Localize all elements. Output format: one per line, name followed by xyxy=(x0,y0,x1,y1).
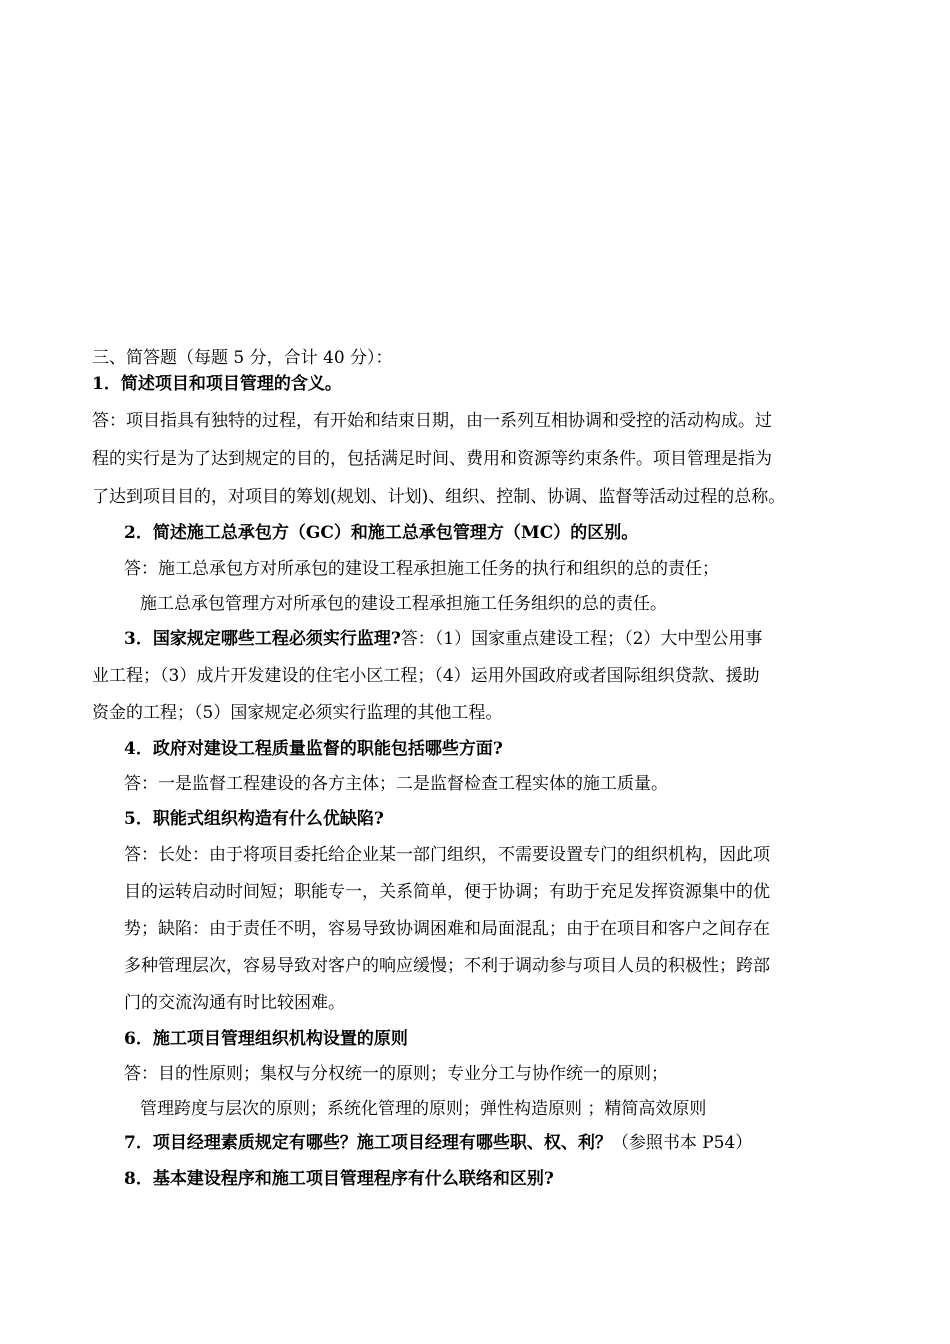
answer-1-line-1: 答：项目指具有独特的过程，有开始和结束日期，由一系列互相协调和受控的活动构成。过 xyxy=(92,411,772,431)
question-3: 3．国家规定哪些工程必须实行监理? xyxy=(124,629,401,649)
answer-4-line-1: 答：一是监督工程建设的各方主体；二是监督检查工程实体的施工质量。 xyxy=(124,774,668,794)
answer-1-line-2: 程的实行是为了达到规定的目的，包括满足时间、费用和资源等约束条件。项目管理是指为 xyxy=(92,449,772,469)
question-7-note: （参照书本 P54） xyxy=(611,1133,753,1153)
answer-2-line-2: 施工总承包管理方对所承包的建设工程承担施工任务组织的总的责任。 xyxy=(140,594,667,614)
answer-5-line-5: 门的交流沟通有时比较困难。 xyxy=(124,993,345,1013)
answer-6-line-1: 答：目的性原则；集权与分权统一的原则；专业分工与协作统一的原则； xyxy=(124,1064,668,1084)
section-title: 三、简答题（每题 5 分，合计 40 分）： xyxy=(92,348,393,368)
answer-5-line-3: 势；缺陷：由于责任不明，容易导致协调困难和局面混乱；由于在项目和客户之间存在 xyxy=(124,919,770,939)
answer-3-line-3: 资金的工程；（5）国家规定必须实行监理的其他工程。 xyxy=(92,703,503,723)
question-4: 4．政府对建设工程质量监督的职能包括哪些方面? xyxy=(124,739,503,759)
question-8: 8．基本建设程序和施工项目管理程序有什么联络和区别? xyxy=(124,1169,554,1189)
answer-5-line-4: 多种管理层次，容易导致对客户的响应缓慢；不利于调动参与项目人员的积极性；跨部 xyxy=(124,956,770,976)
question-7-row xyxy=(124,1131,752,1155)
question-2: 2．简述施工总承包方（GC）和施工总承包管理方（MC）的区别。 xyxy=(124,523,639,543)
answer-3-line-1: 答：（1）国家重点建设工程；（2）大中型公用事 xyxy=(400,629,763,649)
question-6: 6．施工项目管理组织机构设置的原则 xyxy=(124,1029,408,1049)
question-3-row xyxy=(124,627,762,651)
question-1: 1．简述项目和项目管理的含义。 xyxy=(92,374,342,394)
question-7: 7．项目经理素质规定有哪些？施工项目经理有哪些职、权、利？ xyxy=(124,1133,612,1153)
answer-5-line-1: 答：长处：由于将项目委托给企业某一部门组织，不需要设置专门的组织机构，因此项 xyxy=(124,845,770,865)
answer-5-line-2: 目的运转启动时间短；职能专一，关系简单，便于协调；有助于充足发挥资源集中的优 xyxy=(124,882,770,902)
question-5: 5．职能式组织构造有什么优缺陷? xyxy=(124,809,384,829)
answer-3-line-2: 业工程；（3）成片开发建设的住宅小区工程；（4）运用外国政府或者国际组织贷款、援助 xyxy=(92,666,760,686)
answer-2-line-1: 答：施工总承包方对所承包的建设工程承担施工任务的执行和组织的总的责任； xyxy=(124,559,719,579)
answer-1-line-3: 了达到项目目的，对项目的筹划(规划、计划)、组织、控制、协调、监督等活动过程的总称。 xyxy=(92,487,786,507)
answer-6-line-2: 管理跨度与层次的原则；系统化管理的原则；弹性构造原则 ；精简高效原则 xyxy=(140,1099,707,1119)
